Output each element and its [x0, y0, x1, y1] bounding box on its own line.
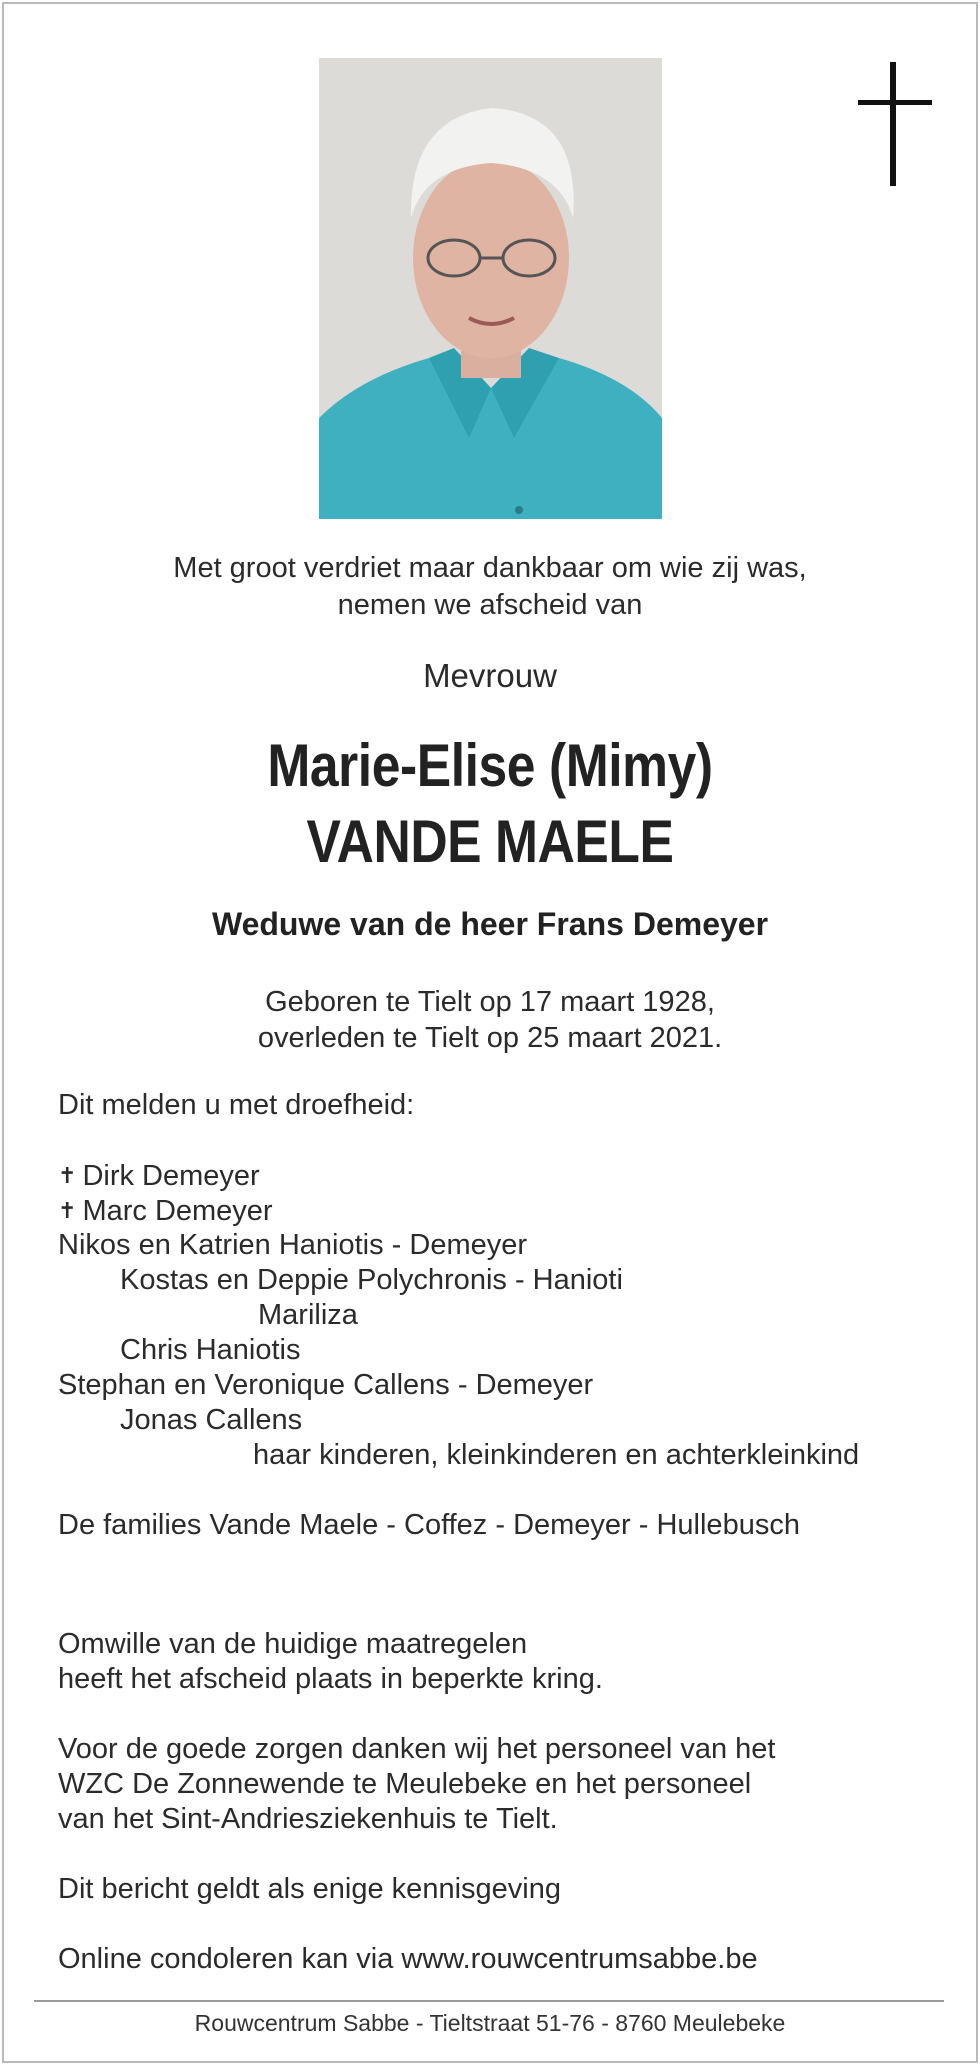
widow-of: Weduwe van de heer Frans Demeyer	[211, 906, 769, 942]
list-item: Mariliza	[258, 1299, 358, 1331]
small-cross-icon: ✝	[58, 1198, 77, 1223]
measures-line-1: Omwille van de huidige maatregelen	[58, 1628, 528, 1660]
footer-text: Rouwcentrum Sabbe - Tieltstraat 51-76 - 8760 Meulebeke	[194, 2010, 786, 2036]
intro-text	[0, 550, 980, 624]
thanks-line-3: van het Sint-Andriesziekenhuis te Tielt.	[58, 1803, 558, 1835]
list-item: Chris Haniotis	[120, 1334, 301, 1366]
thanks-line-1: Voor de goede zorgen danken wij het personeel van het	[58, 1733, 776, 1765]
deceased-name	[69, 728, 912, 880]
list-item: ✝ Dirk Demeyer	[58, 1160, 260, 1192]
small-cross-icon: ✝	[58, 1163, 77, 1188]
first-name: Marie-Elise (Mimy)	[267, 732, 713, 799]
list-item: Kostas en Deppie Polychronis - Hanioti	[120, 1264, 623, 1296]
list-item: Jonas Callens	[120, 1404, 303, 1436]
list-item: Stephan en Veronique Callens - Demeyer	[58, 1369, 594, 1401]
death-date: overleden te Tielt op 25 maart 2021.	[257, 1022, 723, 1054]
closing-text	[58, 1627, 775, 1977]
online-condolences: Online condoleren kan via www.rouwcentrumsabbe.be	[58, 1943, 758, 1975]
list-item: ✝ Marc Demeyer	[58, 1195, 273, 1227]
announce-text: Dit melden u met droefheid:	[58, 1089, 415, 1121]
family-summary: haar kinderen, kleinkinderen en achterkleinkind	[253, 1439, 860, 1471]
portrait-photo	[319, 58, 662, 519]
family-list	[58, 1088, 859, 1543]
list-item: Nikos en Katrien Haniotis - Demeyer	[58, 1229, 528, 1261]
life-dates	[0, 984, 980, 1056]
intro-line-1: Met groot verdriet maar dankbaar om wie zij was,	[173, 552, 807, 584]
honorific: Mevrouw	[423, 657, 557, 694]
notice-line: Dit bericht geldt als enige kennisgeving	[58, 1873, 561, 1905]
families-line: De families Vande Maele - Coffez - Demeyer - Hullebusch	[58, 1509, 800, 1541]
measures-line-2: heeft het afscheid plaats in beperkte kring.	[58, 1663, 603, 1695]
intro-line-2: nemen we afscheid van	[337, 589, 643, 621]
thanks-line-2: WZC De Zonnewende te Meulebeke en het personeel	[58, 1768, 752, 1800]
last-name: VANDE MAELE	[306, 808, 674, 875]
footer-divider	[34, 2000, 944, 2002]
cross-icon	[858, 62, 932, 186]
birth-date: Geboren te Tielt op 17 maart 1928,	[265, 986, 715, 1018]
